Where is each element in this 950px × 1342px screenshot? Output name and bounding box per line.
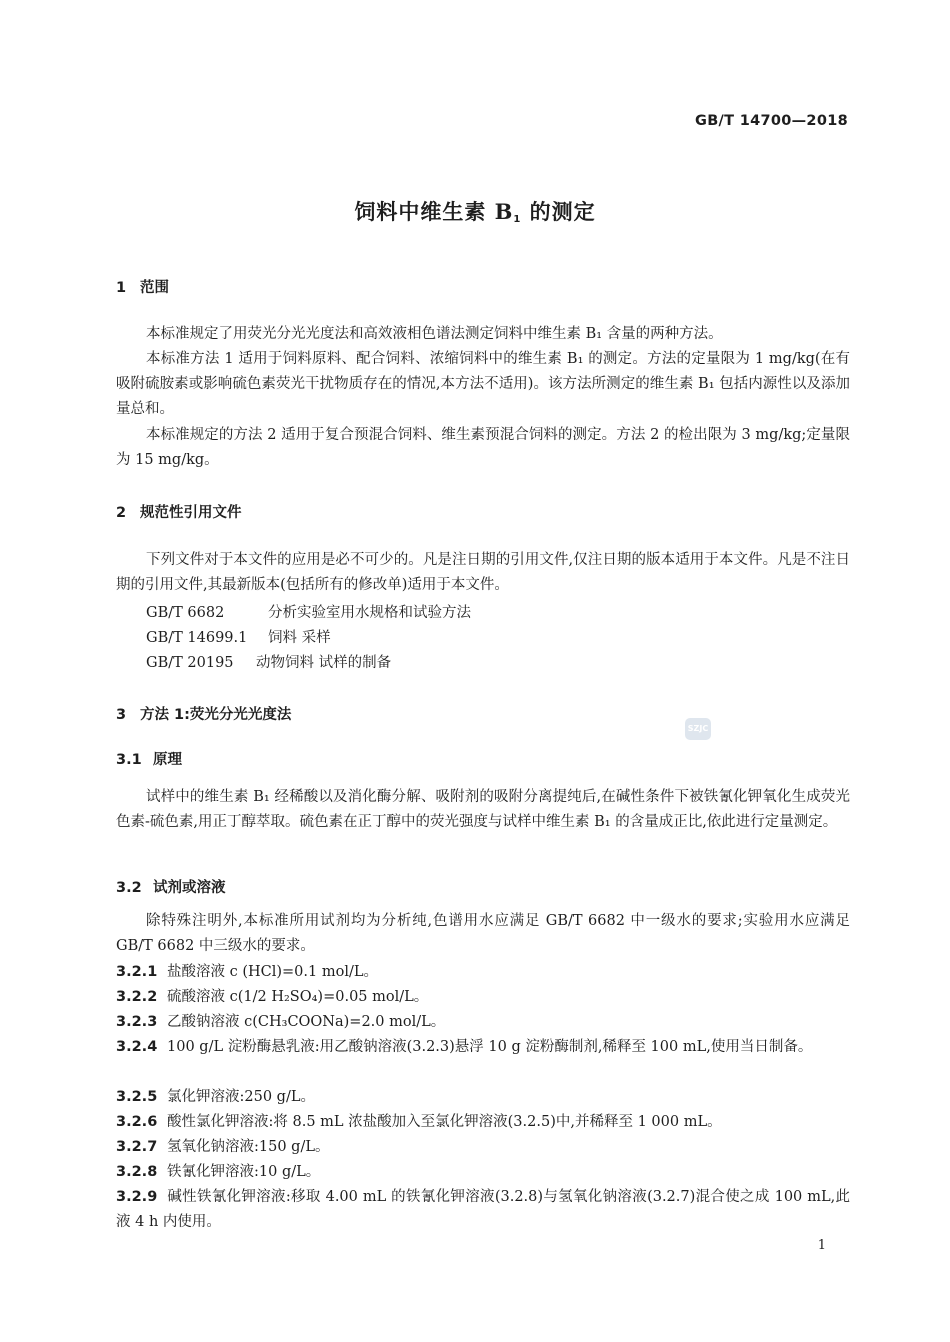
- document-title: [0, 196, 950, 226]
- clause-number: 3.2.6: [116, 1114, 158, 1130]
- section-title: 试剂或溶液: [153, 880, 226, 896]
- page-number: 1: [817, 1238, 826, 1253]
- section-title: 方法 1:荧光分光光度法: [140, 707, 292, 723]
- clause-item: [116, 1110, 850, 1135]
- clause-text: 硫酸溶液 c(1/2 H₂SO₄)=0.05 mol/L。: [167, 989, 429, 1005]
- paragraph: 下列文件对于本文件的应用是必不可少的。凡是注日期的引用文件,仅注日期的版本适用于本文件。凡是不注日期的引用文件,其最新版本(包括所有的修改单)适用于本文件。: [116, 552, 850, 593]
- clause-text: 酸性氯化钾溶液:将 8.5 mL 浓盐酸加入至氯化钾溶液(3.2.5)中,并稀释至 1 000 mL。: [167, 1114, 722, 1130]
- clause-number: 3.2.9: [116, 1189, 158, 1205]
- standard-number: GB/T 14700—2018: [695, 113, 848, 129]
- paragraph: 本标准方法 1 适用于饲料原料、配合饲料、浓缩饲料中的维生素 B₁ 的测定。方法的定量限为 1 mg/kg(在有吸附硫胺素或影响硫色素荧光干扰物质存在的情况,本方法不适用)。该方法所测定的维生素 B₁ 包括内源性以及添加量总和。: [116, 351, 850, 417]
- reference-code: GB/T 6682: [146, 605, 225, 621]
- reference-code: GB/T 20195: [146, 655, 234, 671]
- title-prefix: 饲料中维生素: [354, 200, 495, 224]
- reference-title: 分析实验室用水规格和试验方法: [268, 605, 471, 621]
- title-subscript: 1: [513, 214, 522, 225]
- clause-text: 氢氧化钠溶液:150 g/L。: [167, 1139, 330, 1155]
- clause-number: 3.2.3: [116, 1014, 158, 1030]
- clause-text: 乙酸钠溶液 c(CH₃COONa)=2.0 mol/L。: [167, 1014, 446, 1030]
- reference-title: 饲料 采样: [268, 630, 331, 646]
- clause-number: 3.2.2: [116, 989, 158, 1005]
- clause-text: 碱性铁氰化钾溶液:移取 4.00 mL 的铁氰化钾溶液(3.2.8)与氢氧化钠溶液(3.2.7)混合使之成 100 mL,此液 4 h 内使用。: [116, 1189, 850, 1230]
- clause-text: 铁氰化钾溶液:10 g/L。: [167, 1164, 321, 1180]
- reference-item: [146, 601, 471, 622]
- title-symbol: B: [494, 199, 514, 224]
- title-suffix: 的测定: [521, 200, 596, 224]
- clause-text: 100 g/L 淀粉酶悬乳液:用乙酸钠溶液(3.2.3)悬浮 10 g 淀粉酶制剂,稀释至 100 mL,使用当日制备。: [167, 1039, 813, 1055]
- clause-text: 盐酸溶液 c (HCl)=0.1 mol/L。: [167, 964, 378, 980]
- section-3-heading: [116, 703, 291, 724]
- section-title: 原理: [153, 752, 182, 768]
- clause-number: 3.2.8: [116, 1164, 158, 1180]
- paragraph: 本标准规定的方法 2 适用于复合预混合饲料、维生素预混合饲料的测定。方法 2 的检出限为 3 mg/kg;定量限为 15 mg/kg。: [116, 427, 850, 468]
- watermark-logo: SZJC: [685, 718, 711, 740]
- section-number: 1: [116, 280, 127, 296]
- section-number: 3.1: [116, 752, 142, 768]
- reference-title: 动物饲料 试样的制备: [256, 655, 392, 671]
- clause-text: 氯化钾溶液:250 g/L。: [167, 1089, 315, 1105]
- clause-item: [116, 1160, 850, 1185]
- paragraph: 试样中的维生素 B₁ 经稀酸以及消化酶分解、吸附剂的吸附分离提纯后,在碱性条件下被铁氰化钾氧化生成荧光色素-硫色素,用正丁醇萃取。硫色素在正丁醇中的荧光强度与试样中维生素 B₁ 的含量成正比,依此进行定量测定。: [116, 789, 850, 830]
- reference-item: [146, 626, 331, 647]
- reference-code: GB/T 14699.1: [146, 630, 248, 646]
- clause-number: 3.2.4: [116, 1039, 158, 1055]
- clause-item: [116, 1085, 850, 1110]
- reference-item: [146, 651, 391, 672]
- paragraph: 除特殊注明外,本标准所用试剂均为分析纯,色谱用水应满足 GB/T 6682 中一级水的要求;实验用水应满足 GB/T 6682 中三级水的要求。: [116, 913, 850, 954]
- clause-number: 3.2.1: [116, 964, 158, 980]
- clause-item: [116, 1010, 850, 1035]
- subsection-3-2-heading: [116, 876, 226, 897]
- section-title: 规范性引用文件: [140, 505, 242, 521]
- section-title: 范围: [140, 280, 169, 296]
- subsection-3-1-heading: [116, 748, 182, 769]
- clause-number: 3.2.5: [116, 1089, 158, 1105]
- clause-number: 3.2.7: [116, 1139, 158, 1155]
- clause-item: [116, 985, 850, 1010]
- section-number: 2: [116, 505, 127, 521]
- section-number: 3: [116, 707, 127, 723]
- section-number: 3.2: [116, 880, 142, 896]
- section-1-heading: [116, 276, 169, 297]
- clause-item: [116, 1135, 850, 1160]
- clause-item: [116, 1035, 850, 1060]
- section-2-heading: [116, 501, 242, 522]
- clause-item: [116, 1185, 850, 1235]
- paragraph: 本标准规定了用荧光分光光度法和高效液相色谱法测定饲料中维生素 B₁ 含量的两种方法。: [146, 326, 723, 342]
- clause-item: [116, 960, 850, 985]
